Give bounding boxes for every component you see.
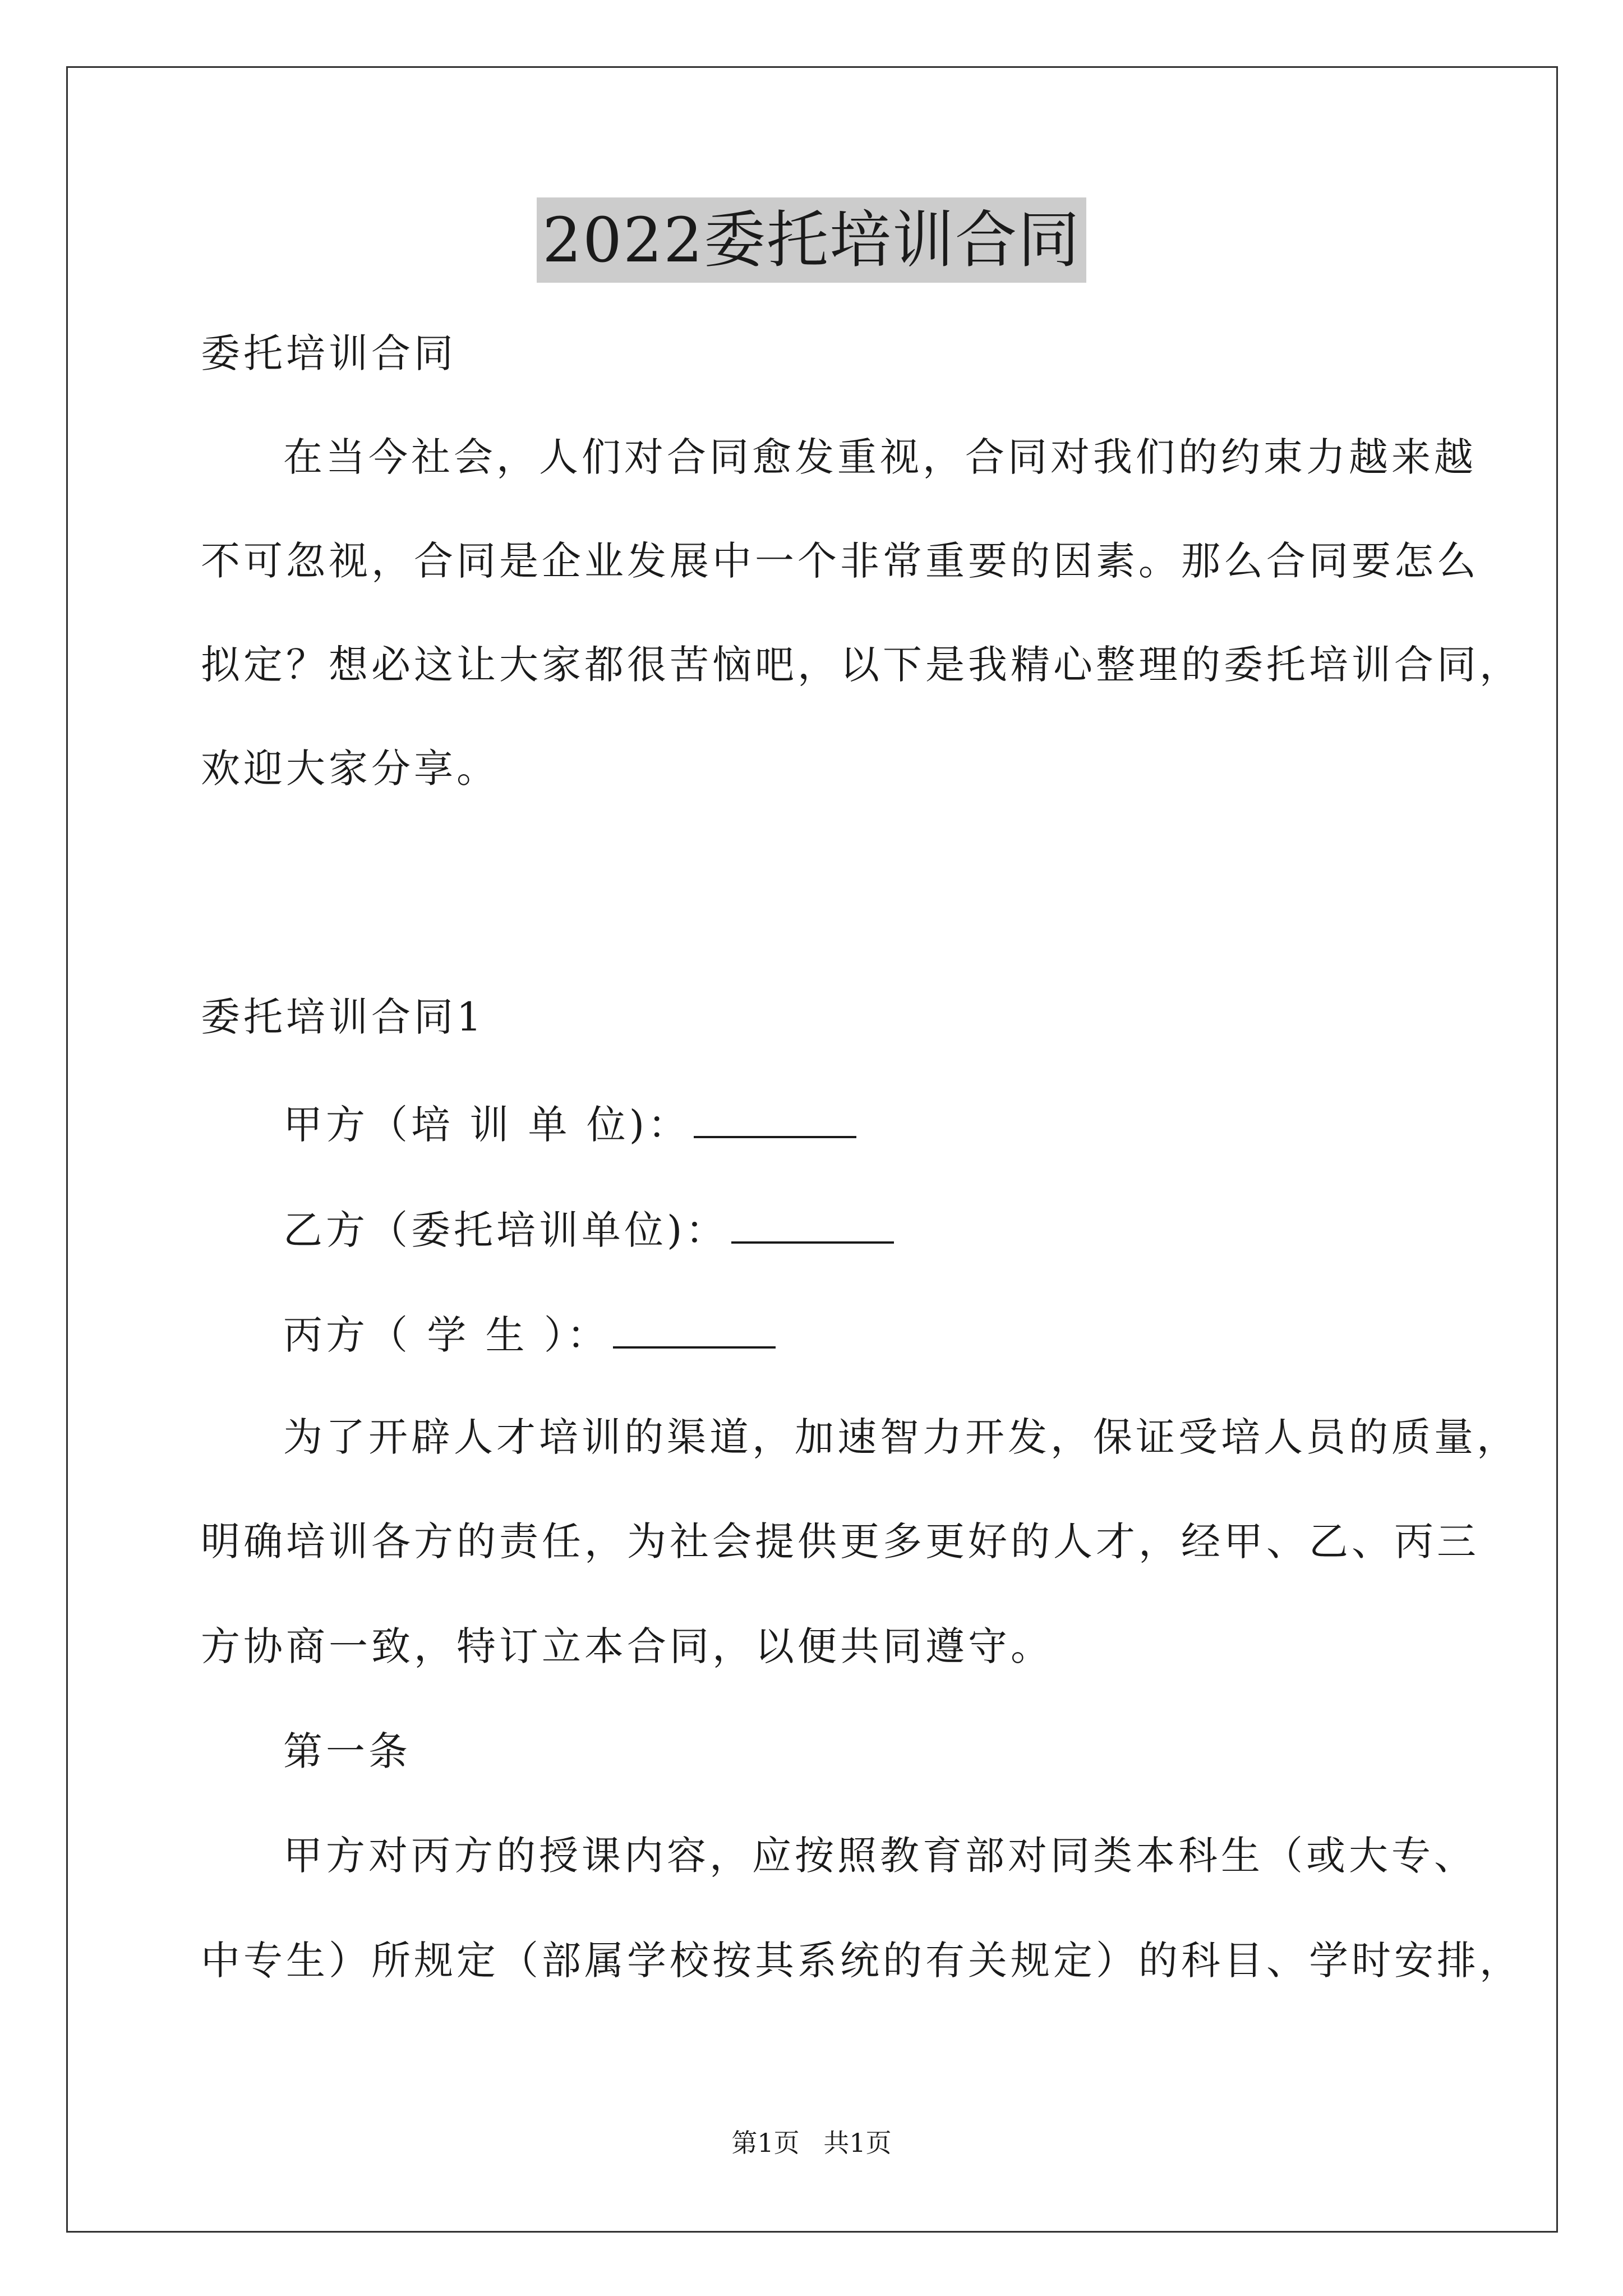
- document-title: 2022委托培训合同: [537, 197, 1086, 283]
- footer-page: 第1页: [731, 2128, 800, 2158]
- intro-line-2: 不可忽视，合同是企业发展中一个非常重要的因素。那么合同要怎么: [201, 538, 1479, 584]
- party-c-line: [283, 1307, 776, 1360]
- party-b-label: 乙方（委托培训单位)：: [283, 1207, 728, 1253]
- party-a-line: [283, 1097, 856, 1150]
- party-b-line: [283, 1202, 894, 1255]
- subtitle: 委托培训合同: [201, 330, 457, 376]
- party-a-label: 甲方（培 训 单 位)：: [283, 1102, 691, 1148]
- party-b-blank: [731, 1202, 894, 1244]
- purpose-line-3: 方协商一致，特订立本合同，以便共同遵守。: [201, 1623, 1053, 1669]
- article-1-line-2: 中专生）所规定（部属学校按其系统的有关规定）的科目、学时安排，: [201, 1938, 1522, 1984]
- party-c-blank: [613, 1307, 776, 1349]
- purpose-line-2: 明确培训各方的责任，为社会提供更多更好的人才，经甲、乙、丙三: [201, 1519, 1479, 1565]
- party-a-blank: [694, 1097, 856, 1138]
- article-1-heading: 第一条: [283, 1728, 411, 1774]
- purpose-line-1: 为了开辟人才培训的渠道，加速智力开发，保证受培人员的质量，: [283, 1414, 1519, 1460]
- section-title: 委托培训合同1: [201, 994, 485, 1040]
- footer-total: 共1页: [823, 2128, 892, 2158]
- title-wrap: [0, 197, 1623, 283]
- party-c-label: 丙方（ 学 生 ）：: [283, 1312, 610, 1358]
- intro-line-1: 在当今社会，人们对合同愈发重视，合同对我们的约束力越来越: [283, 434, 1477, 480]
- page-footer: [0, 2126, 1623, 2160]
- intro-line-3: 拟定？想必这让大家都很苦恼吧，以下是我精心整理的委托培训合同，: [201, 642, 1522, 688]
- article-1-line-1: 甲方对丙方的授课内容，应按照教育部对同类本科生（或大专、: [283, 1833, 1477, 1879]
- intro-line-4: 欢迎大家分享。: [201, 746, 499, 792]
